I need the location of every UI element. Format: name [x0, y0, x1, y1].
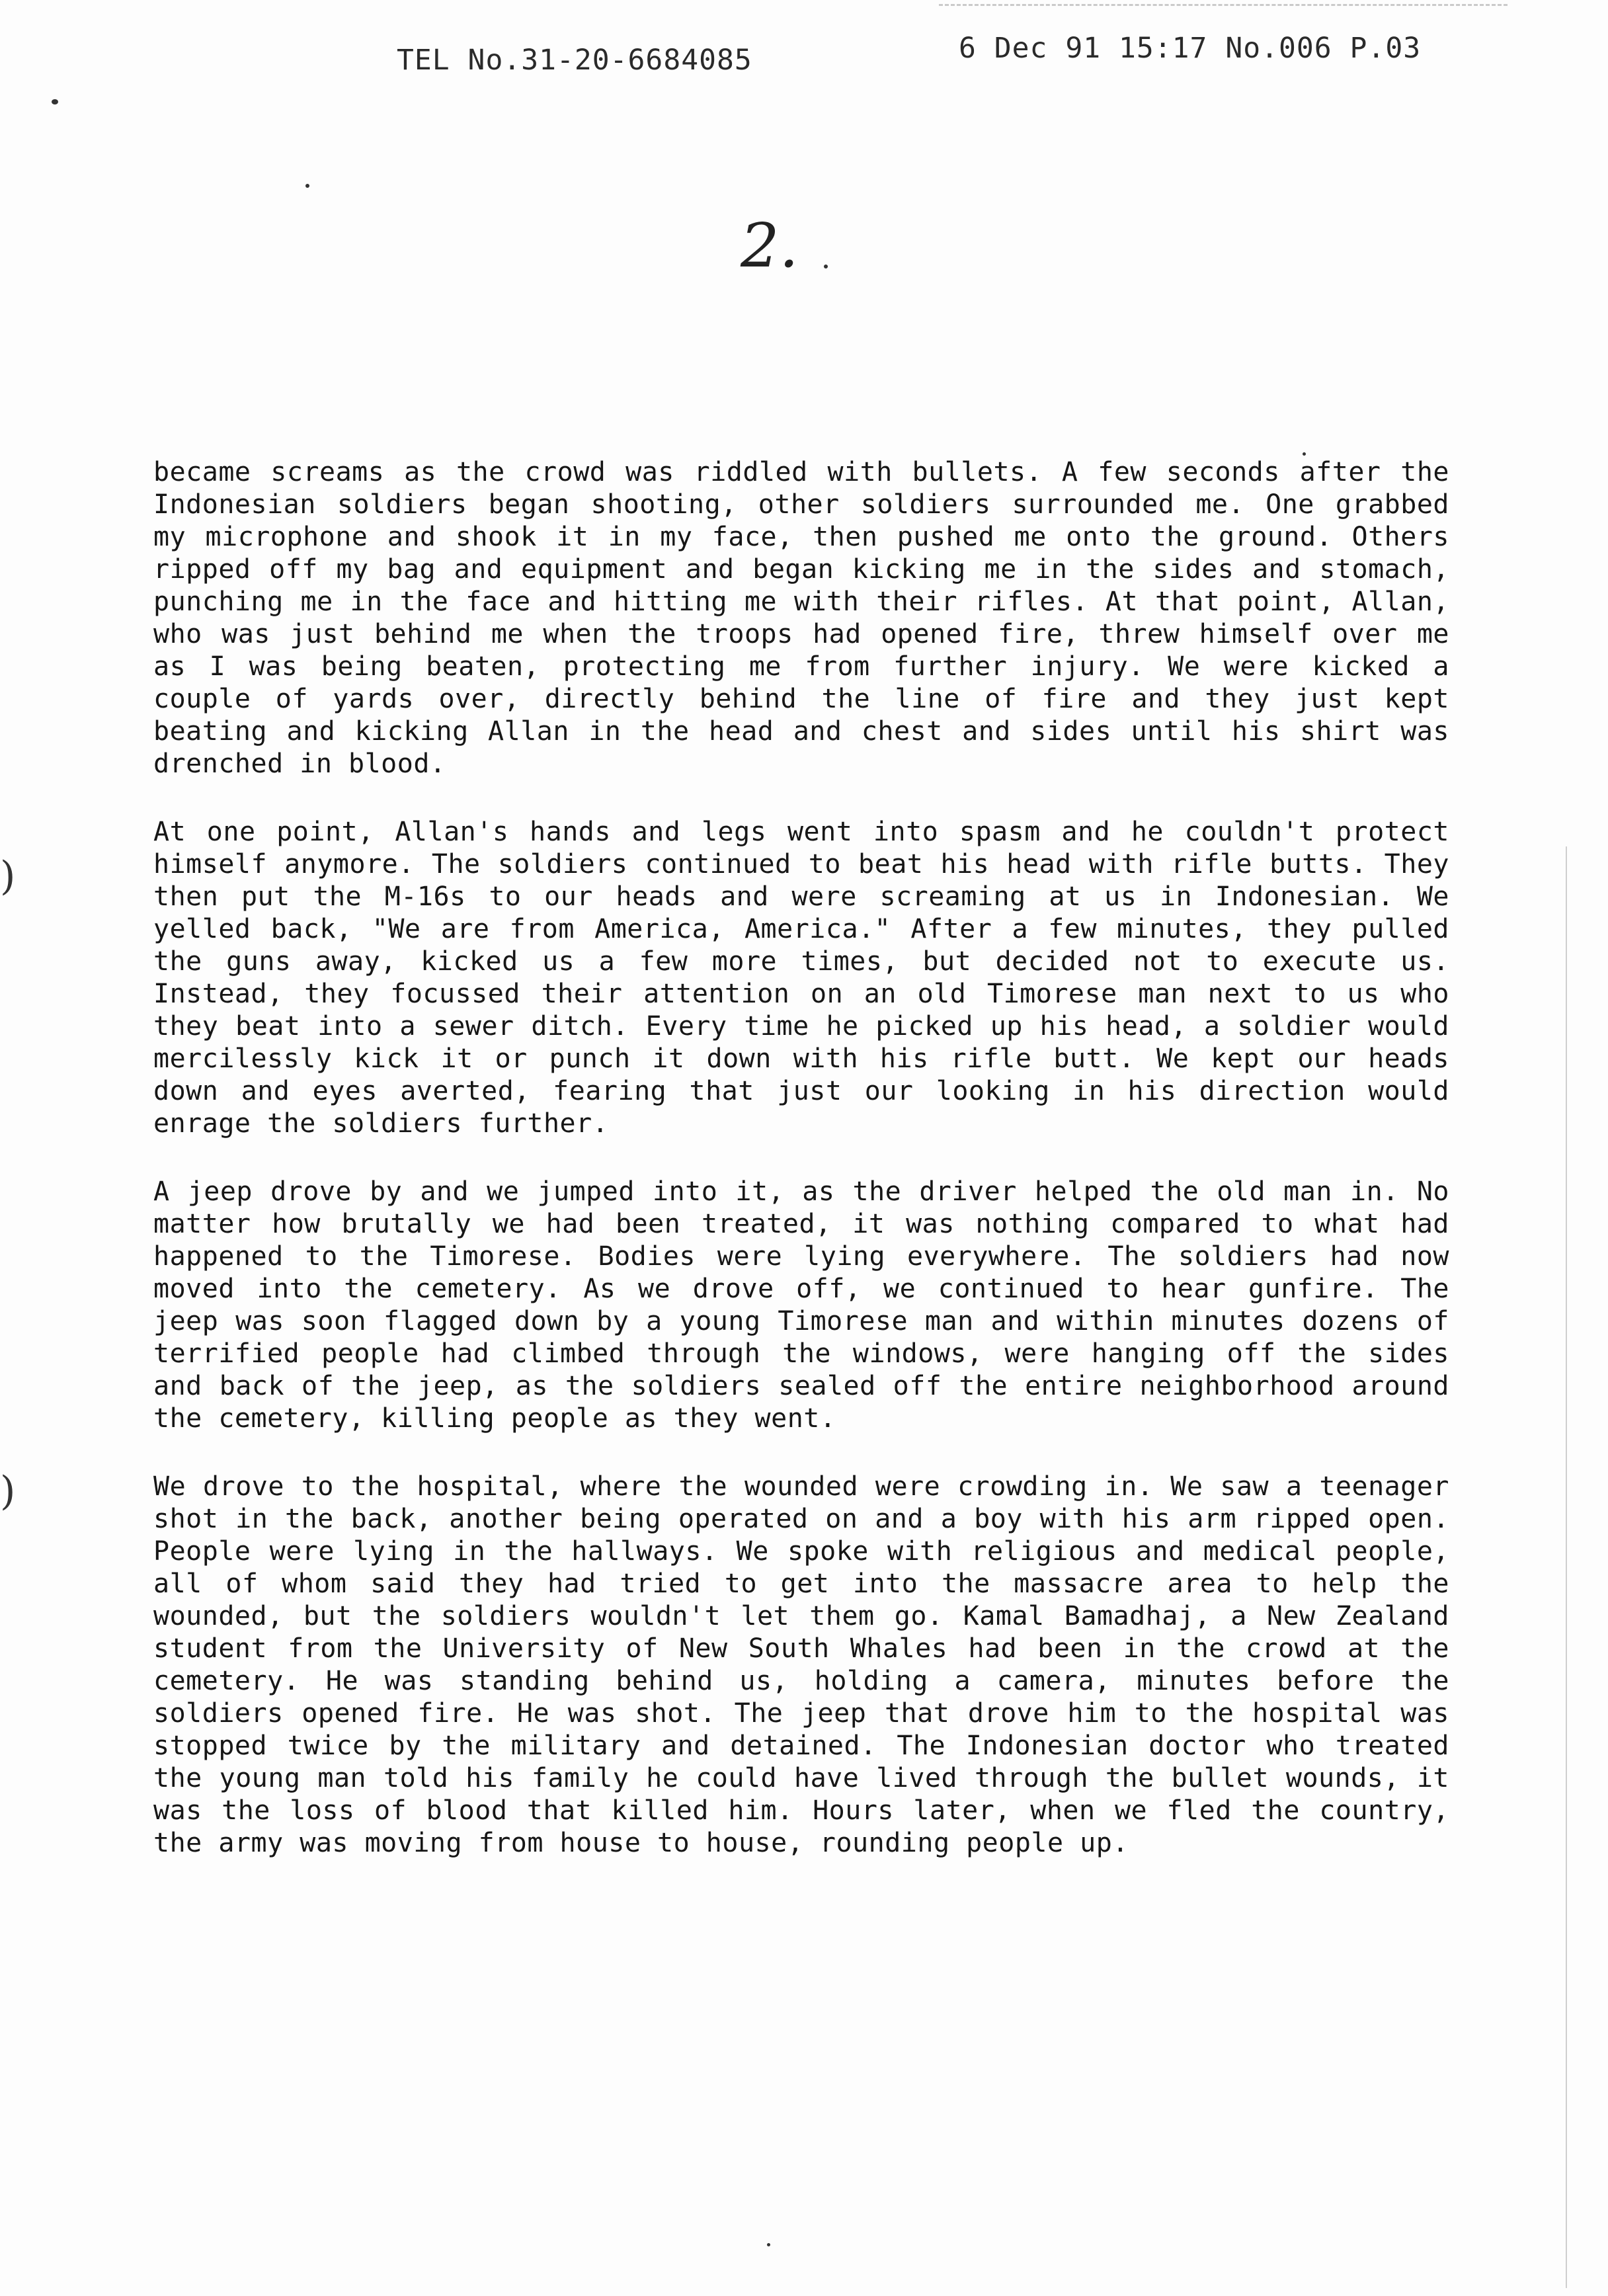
- scan-speck: [305, 184, 309, 188]
- fax-telephone-number: TEL No.31-20-6684085: [397, 44, 752, 77]
- fax-transmission-noise: [939, 4, 1508, 11]
- punch-hole-mark: ): [0, 1468, 16, 1514]
- scan-speck: [52, 99, 58, 104]
- body-paragraph: We drove to the hospital, where the wounded were crowding in. We saw a teenager shot in the back, another being operated on and a boy with his arm ripped open. People were lying in the hallways. We spoke with religious and medical people, all of whom said they had tried to get into the massacre area to help the wounded, but the soldiers wouldn't let them go. Kamal Bamadhaj, a New Zealand student from the University of New South Whales had been in the crowd at the cemetery. He was standing behind us, holding a camera, minutes before the soldiers opened fire. He was shot. The jeep that drove him to the hospital was stopped twice by the military and detained. The Indonesian doctor who treated the young man told his family he could have lived through the bullet wounds, it was the loss of blood that killed him. Hours later, when we fled the country, the army was moving from house to house, rounding people up.: [153, 1471, 1449, 1858]
- scan-speck: [1303, 452, 1306, 456]
- page-number: 2.: [741, 210, 799, 281]
- punch-hole-mark: ): [0, 853, 16, 899]
- body-paragraph: A jeep drove by and we jumped into it, as the driver helped the old man in. No matter how brutally we had been treated, it was nothing compared to what had happened to the Timorese. Bodies were lying everywhere. The soldiers had now moved into the cemetery. As we drove off, we continued to hear gunfire. The jeep was soon flagged down by a young Timorese man and within minutes dozens of terrified people had climbed through the windows, were hanging off the sides and back of the jeep, as the soldiers sealed off the entire neighborhood around the cemetery, killing people as they went.: [153, 1176, 1449, 1434]
- fax-header: [397, 32, 1481, 85]
- scan-speck: [824, 265, 828, 268]
- body-paragraph: At one point, Allan's hands and legs went into spasm and he couldn't protect himself anymore. The soldiers continued to beat his head with rifle butts. They then put the M-16s to our heads and were screaming at us in Indonesian. We yelled back, "We are from America, America." After a few minutes, they pulled the guns away, kicked us a few more times, but decided not to execute us. Instead, they focussed their attention on an old Timorese man next to us who they beat into a sewer ditch. Every time he picked up his head, a soldier would mercilessly kick it or punch it down with his rifle butt. We kept our heads down and eyes averted, fearing that just our looking in his direction would enrage the soldiers further.: [153, 817, 1449, 1139]
- fax-timestamp: 6 Dec 91 15:17 No.006 P.03: [959, 32, 1422, 65]
- scan-edge-line: [1563, 846, 1567, 2288]
- scan-speck: [767, 2243, 770, 2246]
- document-body: [153, 456, 1449, 1895]
- body-paragraph: became screams as the crowd was riddled with bullets. A few seconds after the Indonesian soldiers began shooting, other soldiers surrounded me. One grabbed my microphone and shook it in my face, then pushed me onto the ground. Others ripped off my bag and equipment and began kicking me in the sides and stomach, punching me in the face and hitting me with their rifles. At that point, Allan, who was just behind me when the troops had opened fire, threw himself over me as I was being beaten, protecting me from further injury. We were kicked a couple of yards over, directly behind the line of fire and they just kept beating and kicking Allan in the head and chest and sides until his shirt was drenched in blood.: [153, 457, 1449, 779]
